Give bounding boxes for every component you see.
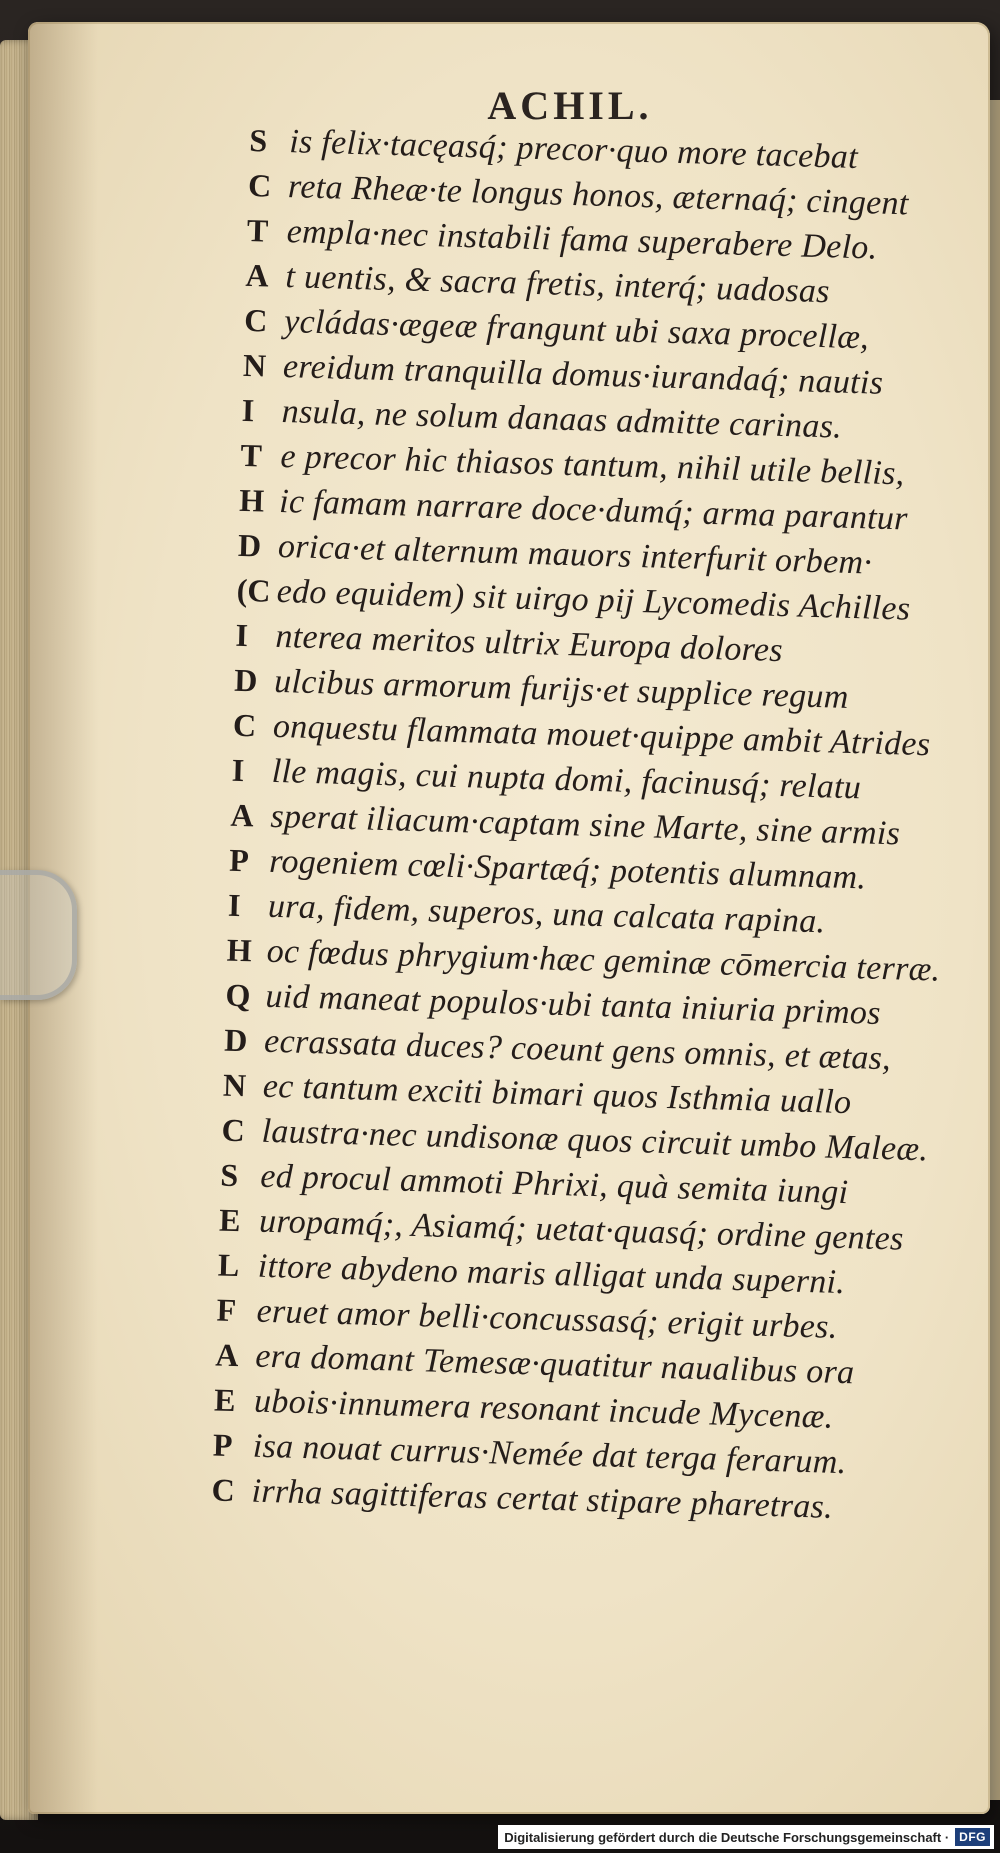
verse-text: laustra·nec undisonæ quos circuit umbo Maleæ. — [261, 1112, 929, 1169]
verse-text: eruet amor belli·concussasq́; erigit urbes. — [256, 1292, 839, 1346]
verse-text: nsula, ne solum danaas admitte carinas. — [281, 393, 843, 446]
verse-initial: C — [247, 166, 272, 204]
verse-initial: D — [237, 526, 262, 564]
verse-initial: I — [241, 391, 255, 429]
verse-initial: I — [227, 886, 241, 924]
verse-initial: P — [228, 841, 250, 879]
verse-initial: C — [243, 301, 268, 339]
verse-text: uid maneat populos·ubi tanta iniuria primos — [264, 977, 882, 1032]
verse-initial: Q — [225, 976, 251, 1014]
verse-initial: (C — [236, 571, 272, 609]
verse-text: irrha sagittiferas certat stipare pharetras. — [251, 1472, 834, 1526]
verse-initial: C — [221, 1111, 246, 1149]
verse-text: uropamq́;, Asiamq́; uetat·quasq́; ordine gentes — [258, 1202, 905, 1258]
digitization-footer — [498, 1825, 994, 1849]
verse-text: ec tantum exciti bimari quos Isthmia uallo — [262, 1067, 852, 1122]
verse-initial: E — [213, 1381, 237, 1419]
verse-text: ycládas·ægeæ frangunt ubi saxa procellæ, — [283, 303, 870, 357]
verse-initial: F — [216, 1291, 237, 1329]
verse-text: rogeniem cœli·Spartæq́; potentis alumnam. — [268, 842, 867, 897]
verse-initial: C — [211, 1471, 236, 1509]
verse-text: sperat iliacum·captam sine Marte, sine armis — [269, 797, 901, 853]
verse-initial: P — [212, 1426, 233, 1464]
verse-text: e precor hic thiasos tantum, nihil utile bellis, — [280, 437, 905, 493]
footer-credit-text: Digitalisierung gefördert durch die Deutsche Forschungsgemeinschaft · — [504, 1829, 950, 1845]
verse-initial: N — [242, 346, 267, 384]
verse-text: ittore abydeno maris alligat unda superni. — [257, 1247, 846, 1302]
verse-initial: D — [233, 661, 258, 699]
verse-initial: N — [222, 1066, 247, 1104]
verse-initial: E — [218, 1201, 242, 1239]
verse-text: onquestu flammata mouet·quippe ambit Atrides — [272, 707, 931, 764]
verse-text: orica·et alternum mauors interfurit orbem· — [277, 527, 873, 582]
verse-initial: S — [248, 121, 268, 159]
verse-initial: T — [240, 436, 263, 474]
verse-text: ic famam narrare doce·dumq́; arma parantur — [278, 482, 909, 538]
verse-initial: T — [246, 211, 269, 249]
verse-text: reta Rheæ·te longus honos, æternaq́; cingent — [287, 168, 910, 223]
verse-initial: A — [230, 796, 255, 834]
verse-initial: L — [217, 1246, 240, 1284]
verse-initial: D — [223, 1021, 248, 1059]
verse-text: is felix·tacęasq́; precor·quo more tacebat — [288, 123, 859, 176]
verse-text: ecrassata duces? coeunt gens omnis, et ætas, — [263, 1022, 892, 1078]
verse-text: ura, fidem, superos, una calcata rapina. — [267, 887, 826, 941]
verse-text: edo equidem) sit uirgo pij Lycomedis Achilles — [276, 572, 911, 628]
running-header: ACHIL. — [487, 83, 653, 128]
verse-text: oc fœdus phrygium·hæc geminæ cōmercia terræ. — [266, 932, 941, 989]
verse-initial: S — [219, 1156, 239, 1194]
verse-text: t uentis, & sacra fretis, interq́; uadosas — [285, 258, 831, 311]
verse-initial: C — [232, 706, 257, 744]
page-clip — [0, 870, 77, 1000]
verse-initial: H — [238, 481, 265, 519]
verse-initial: A — [214, 1336, 240, 1374]
verse-text: ereidum tranquilla domus·iurandaq́; nautis — [282, 348, 884, 402]
verse-text: nterea meritos ultrix Europa dolores — [275, 617, 784, 670]
verse-text: isa nouat currus·Nemée dat terga ferarum. — [252, 1427, 847, 1482]
verse-text: ulcibus armorum furijs·et supplice regum — [273, 662, 850, 716]
verse-text: era domant Temesæ·quatitur naualibus ora — [254, 1337, 855, 1392]
dfg-logo: DFG — [955, 1828, 990, 1846]
verse-block — [211, 118, 990, 1533]
verse-initial: I — [231, 751, 245, 789]
verse-initial: H — [226, 931, 253, 969]
verse-text: lle magis, cui nupta domi, facinusq́; relatu — [271, 752, 862, 807]
verse-text: empla·nec instabili fama superabere Delo. — [286, 213, 878, 267]
verse-text: ed procul ammoti Phrixi, quà semita iungi — [259, 1157, 849, 1212]
verse-text: ubois·innumera resonant incude Mycenæ. — [253, 1382, 835, 1436]
verse-initial: A — [245, 256, 270, 294]
verse-initial: I — [235, 616, 249, 654]
